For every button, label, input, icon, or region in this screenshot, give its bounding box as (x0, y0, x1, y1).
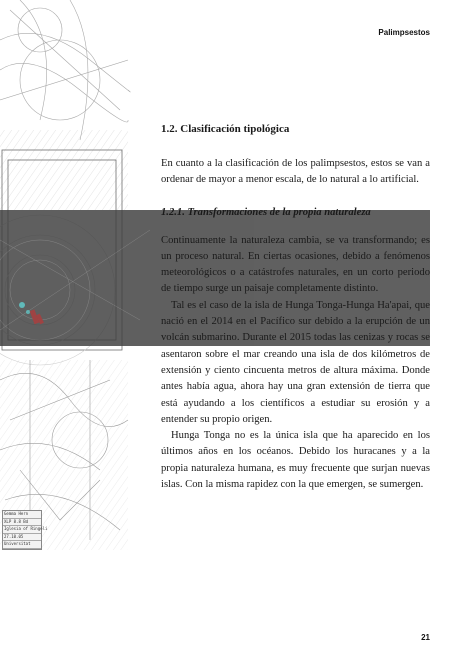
page-number: 21 (421, 633, 430, 642)
body-paragraph: Tal es el caso de la isla de Hunga Tonga-Hunga Ha'apai, que nació en el 2014 en el Pacífico sur debido a la erupción de un volcán submarino. Durante el 2015 todas las cenizas y rocas se asentaron sobre el mar creando una isla de dos kilómetros de extensión y ciento cincuenta metros de altura máxima. Donde antes había agua, ahora hay una gran extensión de tierra que está ayudando a los científicos a estudiar su erosión y a entender su propio origen. (161, 299, 430, 425)
image-caption-stamp (2, 510, 48, 550)
stamp-line: Universitat (3, 541, 41, 549)
stamp-line: 27.10.05 (3, 534, 41, 542)
body-paragraph: Hunga Tonga no es la única isla que ha aparecido en los últimos años en los océanos. Debido los huracanes y a la propia naturaleza humana, es muy frecuente que surjan nuevas islas. Con la misma rapidez con la que emergen, se sumergen. (161, 430, 430, 491)
running-header: Palimpsestos (378, 28, 430, 37)
stamp-line: Iglesia of Ringeli (3, 526, 41, 534)
intro-paragraph: En cuanto a la clasificación de los palimpsestos, estos se van a ordenar de mayor a menor escala, de lo natural a lo artificial. (161, 158, 430, 186)
section-heading: 1.2. Clasificación tipológica (161, 123, 290, 135)
color-accents (19, 302, 44, 324)
body-paragraph: Continuamente la naturaleza cambia, se va transformando; es un proceso natural. En ciertas ocasiones, debido a fenómenos meteorológicos o a catástrofes naturales, en un corto periodo de tiempo surge un paisaje completamente distinto. (161, 234, 430, 295)
subsection-heading: 1.2.1. Transformaciones de la propia naturaleza (161, 206, 371, 218)
stamp-line: Gemma Hern (3, 511, 41, 519)
stamp-line: XLP 8.8 Bd (3, 519, 41, 527)
main-text (161, 121, 430, 493)
